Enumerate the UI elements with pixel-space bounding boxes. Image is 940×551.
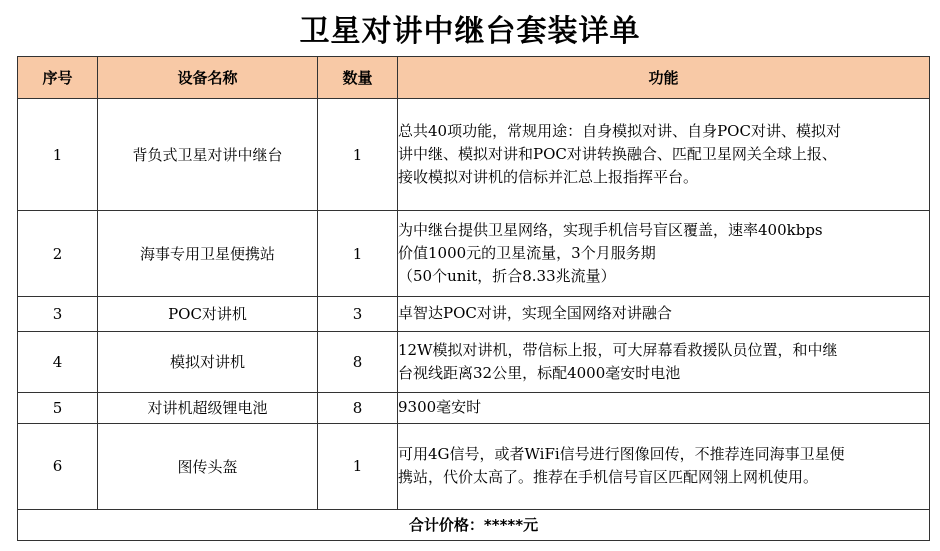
table-row bbox=[18, 331, 930, 393]
row-no: 1 bbox=[18, 99, 98, 211]
row-no: 6 bbox=[18, 423, 98, 509]
row-no: 5 bbox=[18, 393, 98, 423]
table-row bbox=[18, 297, 930, 331]
row-name: 对讲机超级锂电池 bbox=[98, 393, 318, 423]
row-no: 3 bbox=[18, 297, 98, 331]
header-qty: 数量 bbox=[318, 57, 398, 99]
table-row bbox=[18, 393, 930, 423]
table-row bbox=[18, 423, 930, 509]
function-line: 9300毫安时 bbox=[398, 398, 482, 417]
row-qty: 8 bbox=[318, 331, 398, 393]
function-line: 价值1000元的卫星流量，3个月服务期 bbox=[398, 244, 656, 263]
function-line: 台视线距离32公里，标配4000毫安时电池 bbox=[398, 363, 681, 382]
row-function bbox=[398, 211, 930, 297]
function-line: 可用4G信号，或者WiFi信号进行图像回传，不推荐连同海事卫星便 bbox=[398, 445, 845, 464]
row-qty: 8 bbox=[318, 393, 398, 423]
row-function bbox=[398, 423, 930, 509]
row-function bbox=[398, 99, 930, 211]
row-name: POC对讲机 bbox=[98, 297, 318, 331]
header-function: 功能 bbox=[398, 57, 930, 99]
row-function bbox=[398, 331, 930, 393]
function-line: （50个unit，折合8.33兆流量） bbox=[398, 267, 616, 286]
row-qty: 1 bbox=[318, 423, 398, 509]
table-row bbox=[18, 211, 930, 297]
header-no: 序号 bbox=[18, 57, 98, 99]
row-no: 4 bbox=[18, 331, 98, 393]
header-name: 设备名称 bbox=[98, 57, 318, 99]
row-function bbox=[398, 297, 930, 331]
row-name: 图传头盔 bbox=[98, 423, 318, 509]
row-name: 背负式卫星对讲中继台 bbox=[98, 99, 318, 211]
function-line: 为中继台提供卫星网络，实现手机信号盲区覆盖，速率400kbps bbox=[398, 221, 823, 240]
row-qty: 1 bbox=[318, 99, 398, 211]
row-no: 2 bbox=[18, 211, 98, 297]
row-qty: 1 bbox=[318, 211, 398, 297]
row-qty: 3 bbox=[318, 297, 398, 331]
row-function bbox=[398, 393, 930, 423]
equipment-table bbox=[17, 56, 930, 541]
function-line: 卓智达POC对讲，实现全国网络对讲融合 bbox=[398, 304, 672, 323]
table-row bbox=[18, 99, 930, 211]
row-name: 模拟对讲机 bbox=[98, 331, 318, 393]
total-row bbox=[18, 509, 930, 540]
total-price: 合计价格：*****元 bbox=[18, 509, 930, 540]
function-line: 携站，代价太高了。推荐在手机信号盲区匹配网翎上网机使用。 bbox=[398, 468, 819, 487]
function-line: 总共40项功能，常规用途：自身模拟对讲、自身POC对讲、模拟对 bbox=[398, 122, 841, 141]
function-line: 讲中继、模拟对讲和POC对讲转换融合、匹配卫星网关全球上报、 bbox=[398, 145, 837, 164]
function-line: 12W模拟对讲机，带信标上报，可大屏幕看救援队员位置，和中继 bbox=[398, 340, 838, 359]
page-title: 卫星对讲中继台套装详单 bbox=[299, 14, 641, 49]
table-header-row bbox=[18, 57, 930, 99]
row-name: 海事专用卫星便携站 bbox=[98, 211, 318, 297]
function-line: 接收模拟对讲机的信标并汇总上报指挥平台。 bbox=[398, 168, 699, 187]
